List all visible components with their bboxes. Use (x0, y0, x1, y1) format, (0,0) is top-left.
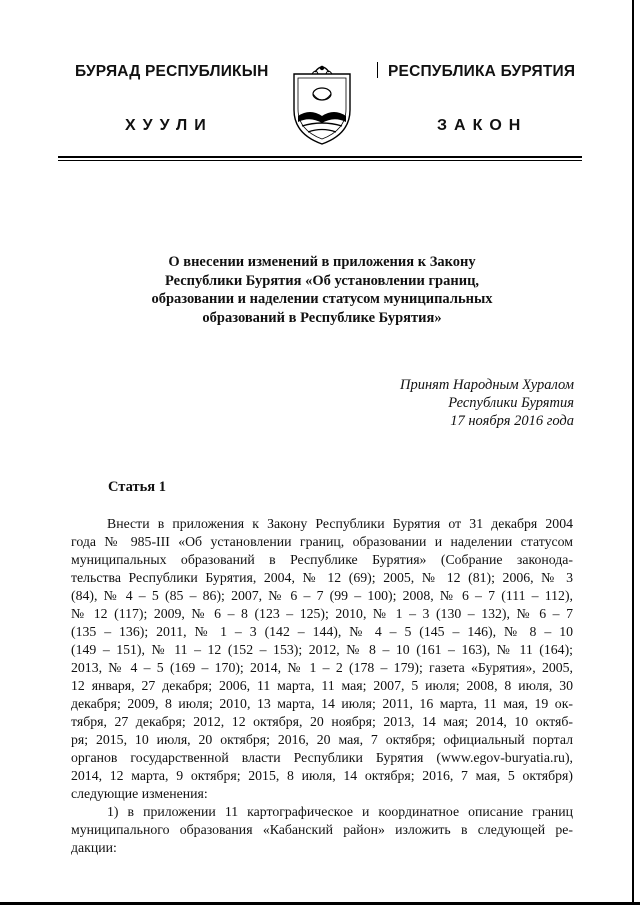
body-line: 12 января, 27 декабря; 2006, 11 марта, 11 мая; 2007, 5 июля; 2008, 8 июля, 30 (71, 678, 573, 693)
body-line: 1) в приложении 11 картографическое и координатное описание границ (107, 804, 573, 819)
body-line: дакции: (71, 840, 117, 855)
title-line: О внесении изменений в приложения к Закону (168, 254, 476, 270)
body-line: (149 – 151), № 11 – 12 (152 – 153); 2012, № 8 – 10 (161 – 163), № 11 (164); (71, 642, 573, 657)
adoption-line: Республики Бурятия (448, 395, 574, 411)
header-right-title: РЕСПУБЛИКА БУРЯТИЯ (388, 63, 576, 80)
page-border-right (632, 0, 634, 905)
title-line: образовании и наделении статусом муниципальных (151, 291, 493, 307)
body-line: следующие изменения: (71, 786, 208, 801)
body-line: (135 – 136); 2011, № 1 – 3 (142 – 144), № 4 – 5 (145 – 146), № 8 – 10 (71, 624, 573, 639)
header-left-title: БУРЯАД РЕСПУБЛИКЫН (75, 63, 269, 80)
title-line: образований в Республике Бурятия» (202, 309, 442, 326)
adoption-note (400, 376, 574, 430)
article-body (71, 515, 573, 857)
body-line: тельства Республики Бурятия, 2004, № 12 (69); 2005, № 12 (81); 2006, № 3 (71, 570, 573, 585)
adoption-line: 17 ноября 2016 года (450, 413, 574, 429)
title-line: Республики Бурятия «Об установлении границ, (164, 272, 480, 289)
header-divider (377, 62, 378, 78)
body-line: 2013, № 4 – 5 (169 – 170); 2014, № 1 – 2 (178 – 179); газета «Бурятия», 2005, (71, 660, 573, 675)
body-line: ря; 2015, 10 июля, 20 октября; 2016, 20 мая, 7 октября; официальный портал (71, 732, 573, 747)
body-line: года № 985-III «Об установлении границ, образовании и наделении статусом (71, 534, 573, 549)
article-heading: Статья 1 (108, 479, 166, 495)
body-line: (84), № 4 – 5 (85 – 86); 2007, № 6 – 7 (99 – 100); 2008, № 6 – 7 (111 – 112), (71, 588, 573, 603)
coat-of-arms-emblem (290, 60, 354, 146)
adoption-line: Принят Народным Хуралом (399, 377, 574, 393)
body-line: Внести в приложения к Закону Республики Бурятия от 31 декабря 2004 (107, 516, 573, 531)
header-rule-thin (58, 160, 582, 161)
body-line: декабря; 2009, 8 июля; 2010, 13 марта, 14 июля; 2011, 16 марта, 11 мая, 19 ок- (71, 696, 573, 711)
header-right-doc-type: ЗАКОН (437, 117, 528, 134)
header-rule-thick (58, 156, 582, 158)
header-left-doc-type: ХУУЛИ (125, 117, 213, 134)
law-title (90, 253, 554, 327)
body-line: № 12 (117); 2009, № 6 – 8 (123 – 125); 2010, № 1 – 3 (130 – 132), № 6 – 7 (71, 606, 573, 621)
body-line: муниципальных образований в Республике Бурятия» (Собрание законода- (71, 552, 573, 567)
body-line: 2014, 12 марта, 9 октября; 2015, 8 июля, 14 октября; 2016, 7 мая, 5 октября) (71, 768, 573, 783)
body-line: органов государственной власти Республики Бурятия (www.egov-buryatia.ru), (71, 750, 573, 765)
body-line: тября, 27 декабря; 2012, 12 октября, 20 ноября; 2013, 14 мая; 2014, 10 октяб- (71, 714, 573, 729)
body-line: муниципального образования «Кабанский район» изложить в следующей ре- (71, 822, 573, 837)
